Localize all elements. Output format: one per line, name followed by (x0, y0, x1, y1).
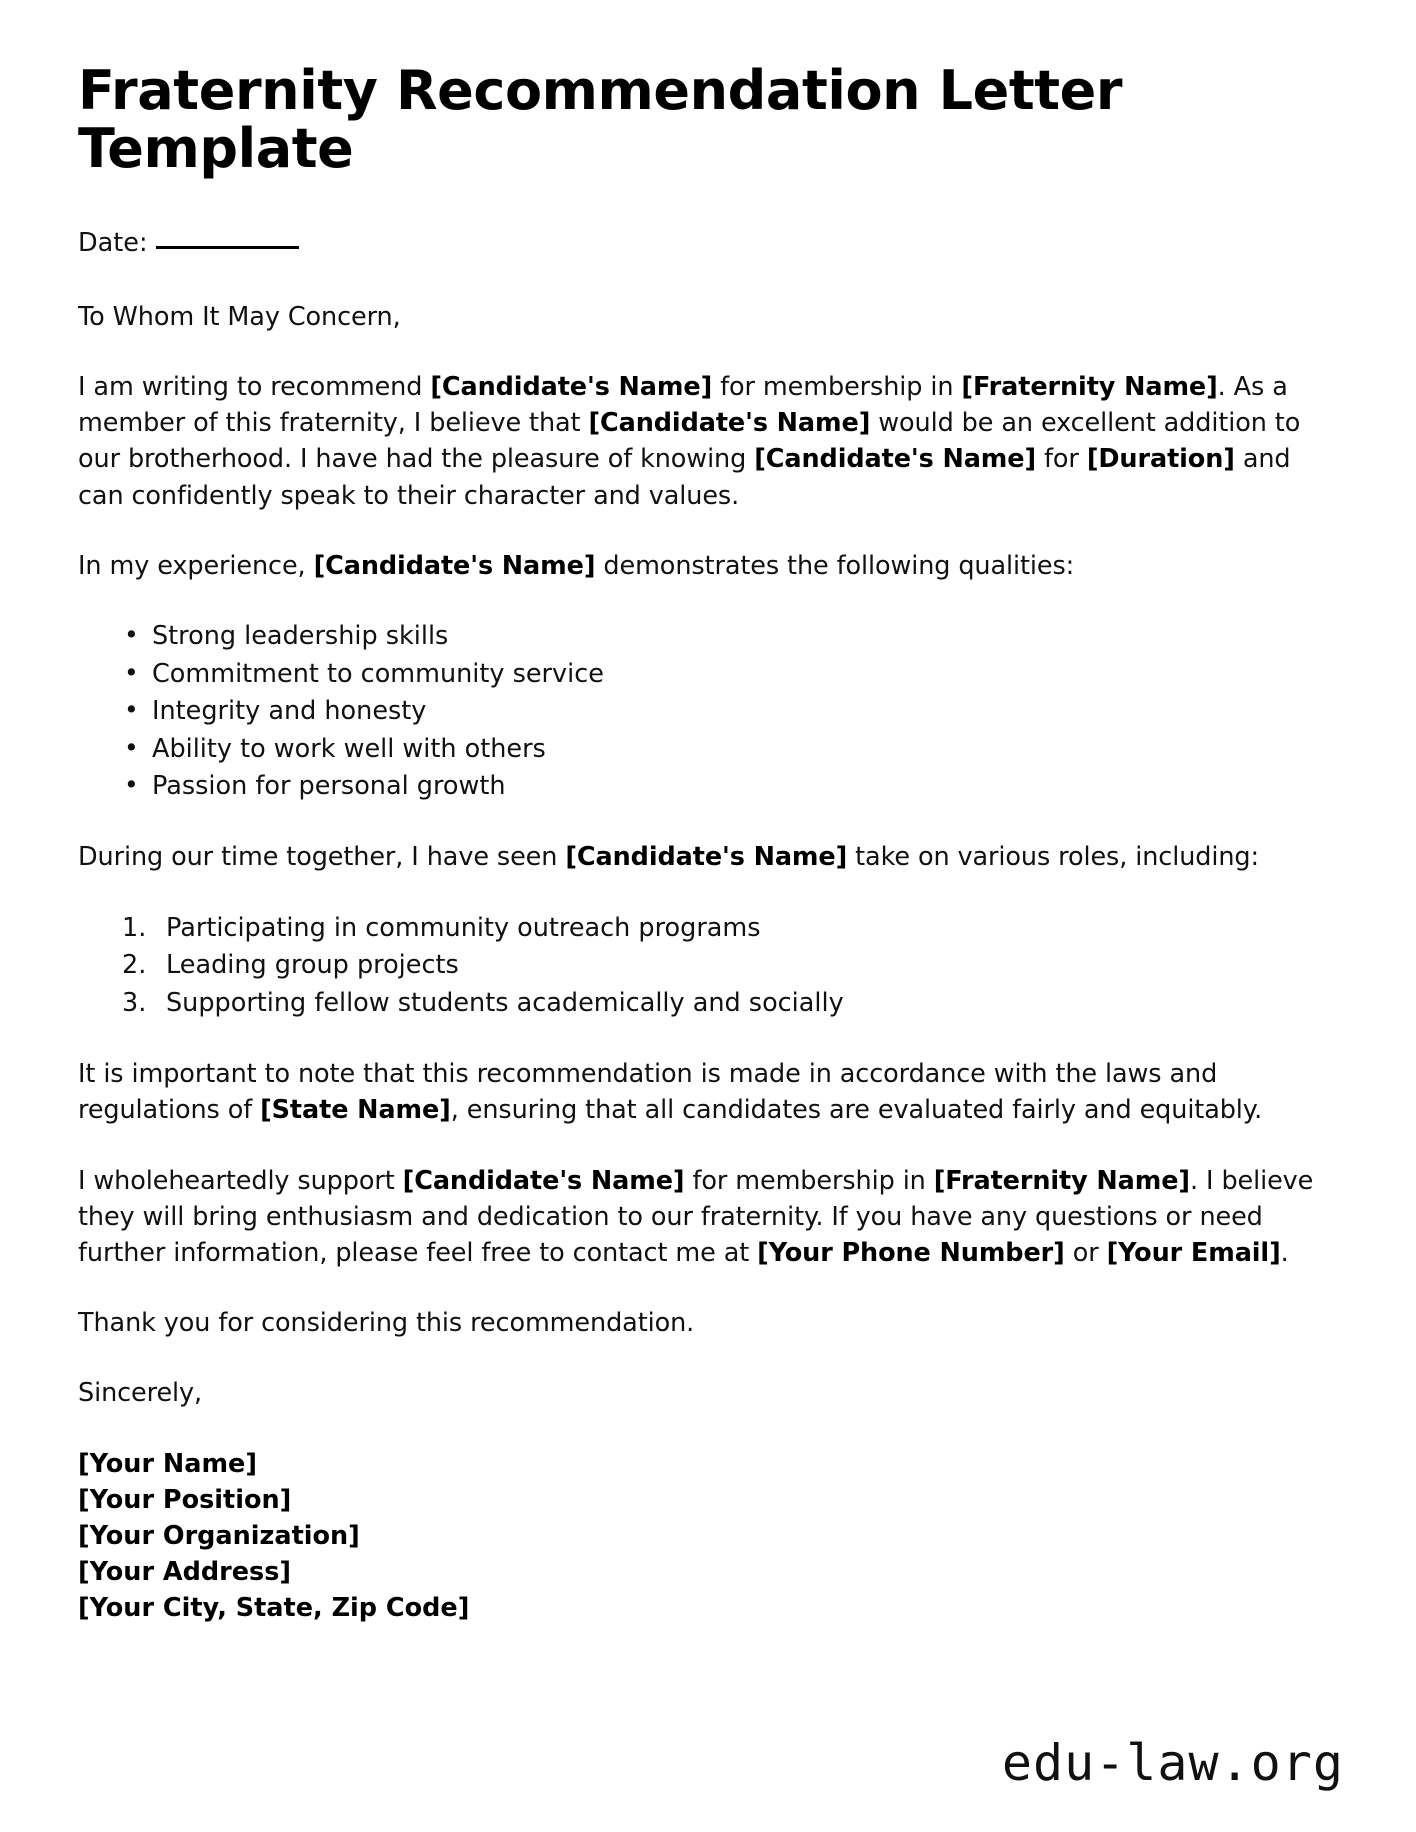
placeholder-your-phone-number: [Your Phone Number] (757, 1237, 1065, 1268)
placeholder-duration: [Duration] (1086, 444, 1235, 475)
list-item: Participating in community outreach programs (166, 912, 761, 943)
signature-city-state-zip: [Your City, State, Zip Code] (78, 1593, 470, 1624)
list-item: Supporting fellow students academically and socially (166, 987, 844, 1018)
date-label: Date: (78, 227, 148, 258)
compliance-text-2: , ensuring that all candidates are evaluated fairly and equitably. (450, 1095, 1263, 1126)
site-watermark: edu-law.org (1001, 1734, 1344, 1792)
paragraph-roles-lead (78, 839, 1323, 875)
placeholder-candidate-name: [Candidate's Name] (430, 372, 713, 403)
support-text-4: or (1064, 1237, 1107, 1268)
support-text-1: I wholeheartedly support (78, 1165, 403, 1196)
paragraph-support (78, 1163, 1323, 1272)
salutation: To Whom It May Concern, (78, 301, 401, 332)
placeholder-candidate-name: [Candidate's Name] (313, 550, 596, 581)
placeholder-candidate-name: [Candidate's Name] (565, 842, 848, 873)
signature-organization: [Your Organization] (78, 1520, 360, 1551)
roles-list (78, 910, 1338, 1022)
support-text-3: . I believe they will bring enthusiasm and dedication to our fraternity. If you have any questions or need further information, please feel free to contact me at (78, 1165, 1314, 1268)
intro-text-5: for (1036, 444, 1087, 475)
page-title: Fraternity Recommendation Letter Template (78, 59, 1123, 181)
intro-text-1: I am writing to recommend (78, 372, 431, 403)
signature-name: [Your Name] (78, 1448, 257, 1479)
intro-text-2: for membership in (712, 372, 962, 403)
paragraph-qualities-lead (78, 548, 1323, 584)
placeholder-state-name: [State Name] (260, 1095, 451, 1126)
placeholder-candidate-name: [Candidate's Name] (588, 408, 871, 439)
intro-text-4: would be an excellent addition to our brotherhood. I have had the pleasure of knowing (78, 408, 1301, 475)
placeholder-candidate-name: [Candidate's Name] (754, 444, 1037, 475)
roles-lead-text-1: During our time together, I have seen (78, 842, 566, 873)
placeholder-candidate-name: [Candidate's Name] (402, 1165, 685, 1196)
date-field-line (78, 225, 1338, 261)
roles-lead-text-2: take on various roles, including: (847, 842, 1259, 873)
signature-block (78, 1446, 1338, 1627)
signature-address: [Your Address] (78, 1557, 292, 1588)
support-text-5: . (1280, 1237, 1289, 1268)
intro-text-6: and can confidently speak to their character and values. (78, 444, 1291, 511)
list-item: • Ability to work well with others (120, 731, 1338, 768)
paragraph-compliance (78, 1056, 1323, 1128)
list-item: • Strong leadership skills (120, 618, 1338, 655)
paragraph-thanks: Thank you for considering this recommendation. (78, 1308, 695, 1339)
intro-text-3: . As a member of this fraternity, I believe that (78, 372, 1288, 439)
compliance-text-1: It is important to note that this recommendation is made in accordance with the laws and regulations of (78, 1059, 1218, 1126)
paragraph-intro (78, 369, 1323, 514)
support-text-2: for membership in (684, 1165, 934, 1196)
closing-salutation: Sincerely, (78, 1378, 203, 1409)
placeholder-fraternity-name: [Fraternity Name] (961, 372, 1218, 403)
qualities-lead-text-2: demonstrates the following qualities: (595, 550, 1075, 581)
list-item: • Commitment to community service (120, 656, 1338, 693)
list-item: • Passion for personal growth (120, 768, 1338, 805)
placeholder-fraternity-name: [Fraternity Name] (933, 1165, 1190, 1196)
list-item: Leading group projects (166, 950, 459, 981)
signature-position: [Your Position] (78, 1484, 292, 1515)
qualities-list (78, 618, 1338, 805)
qualities-lead-text-1: In my experience, (78, 550, 314, 581)
date-blank-rule (156, 226, 299, 249)
placeholder-your-email: [Your Email] (1106, 1237, 1281, 1268)
list-item: • Integrity and honesty (120, 693, 1338, 730)
